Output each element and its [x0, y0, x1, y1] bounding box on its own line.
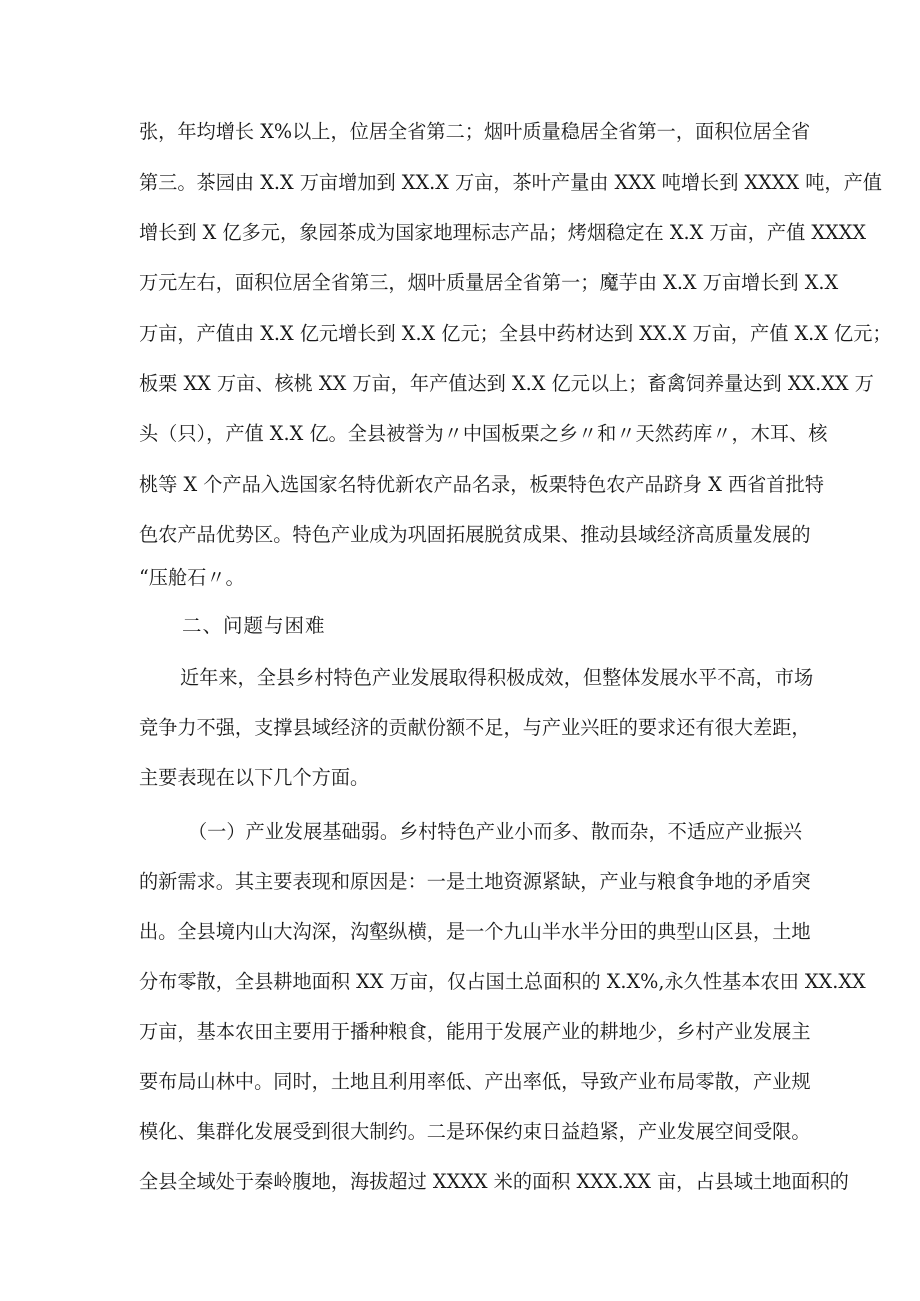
paragraph-2-line-3: 主要表现在以下几个方面。: [139, 766, 370, 789]
paragraph-3-line-5: 万亩，基本农田主要用于播种粮食，能用于发展产业的耕地少，乡村产业发展主: [139, 1020, 811, 1043]
paragraph-1-line-7: 头（只），产值 X.X 亿。全县被誉为〃中国板栗之乡〃和〃天然药库〃，木耳、核: [139, 422, 828, 445]
section-heading: 二、问题与困难: [182, 614, 326, 637]
paragraph-3-line-1: （一）产业发展基础弱。乡村特色产业小而多、散而杂，不适应产业振兴: [188, 820, 802, 843]
paragraph-3-line-7: 模化、集群化发展受到很大制约。二是环保约束日益趋紧，产业发展空间受限。: [139, 1120, 811, 1143]
paragraph-1-line-2: 第三。茶园由 X.X 万亩增加到 XX.X 万亩，茶叶产量由 XXX 吨增长到 XXXX 吨，产值: [139, 171, 882, 194]
paragraph-1-line-3: 增长到 X 亿多元，象园茶成为国家地理标志产品；烤烟稳定在 X.X 万亩，产值 XXXX: [139, 221, 867, 244]
paragraph-3-line-8: 全县全域处于秦岭腹地，海拔超过 XXXX 米的面积 XXX.XX 亩，占县域土地面积的: [139, 1170, 849, 1193]
paragraph-1-line-9: 色农产品优势区。特色产业成为巩固拓展脱贫成果、推动县域经济高质量发展的: [139, 523, 811, 546]
paragraph-1-line-6: 板栗 XX 万亩、核桃 XX 万亩，年产值达到 X.X 亿元以上；畜禽饲养量达到 XX.XX 万: [139, 372, 874, 395]
paragraph-1-line-8: 桃等 X 个产品入选国家名特优新农产品名录，板栗特色农产品跻身 X 西省首批特: [139, 473, 824, 496]
paragraph-2-line-1: 近年来，全县乡村特色产业发展取得积极成效，但整体发展水平不高，市场: [180, 666, 814, 689]
paragraph-1-line-4: 万元左右，面积位居全省第三，烟叶质量居全省第一；魔芋由 X.X 万亩增长到 X.X: [139, 271, 839, 294]
paragraph-1-line-1: 张，年均增长 X%以上，位居全省第二；烟叶质量稳居全省第一，面积位居全省: [139, 120, 811, 143]
paragraph-3-line-2: 的新需求。其主要表现和原因是：一是土地资源紧缺，产业与粮食争地的矛盾突: [139, 870, 811, 893]
paragraph-3-line-3: 出。全县境内山大沟深，沟壑纵横，是一个九山半水半分田的典型山区县，土地: [139, 920, 811, 943]
paragraph-1-line-5: 万亩，产值由 X.X 亿元增长到 X.X 亿元；全县中药材达到 XX.X 万亩，产值 X.X 亿元；: [139, 322, 892, 345]
paragraph-3-line-4: 分布零散，全县耕地面积 XX 万亩，仅占国土总面积的 X.X%,永久性基本农田 XX.XX: [139, 970, 866, 993]
paragraph-2-line-2: 竞争力不强，支撑县域经济的贡献份额不足，与产业兴旺的要求还有很大差距，: [139, 716, 811, 739]
paragraph-1-line-10: “压舱石〃。: [139, 566, 245, 589]
paragraph-3-line-6: 要布局山林中。同时，土地且利用率低、产出率低，导致产业布局零散，产业规: [139, 1070, 811, 1093]
